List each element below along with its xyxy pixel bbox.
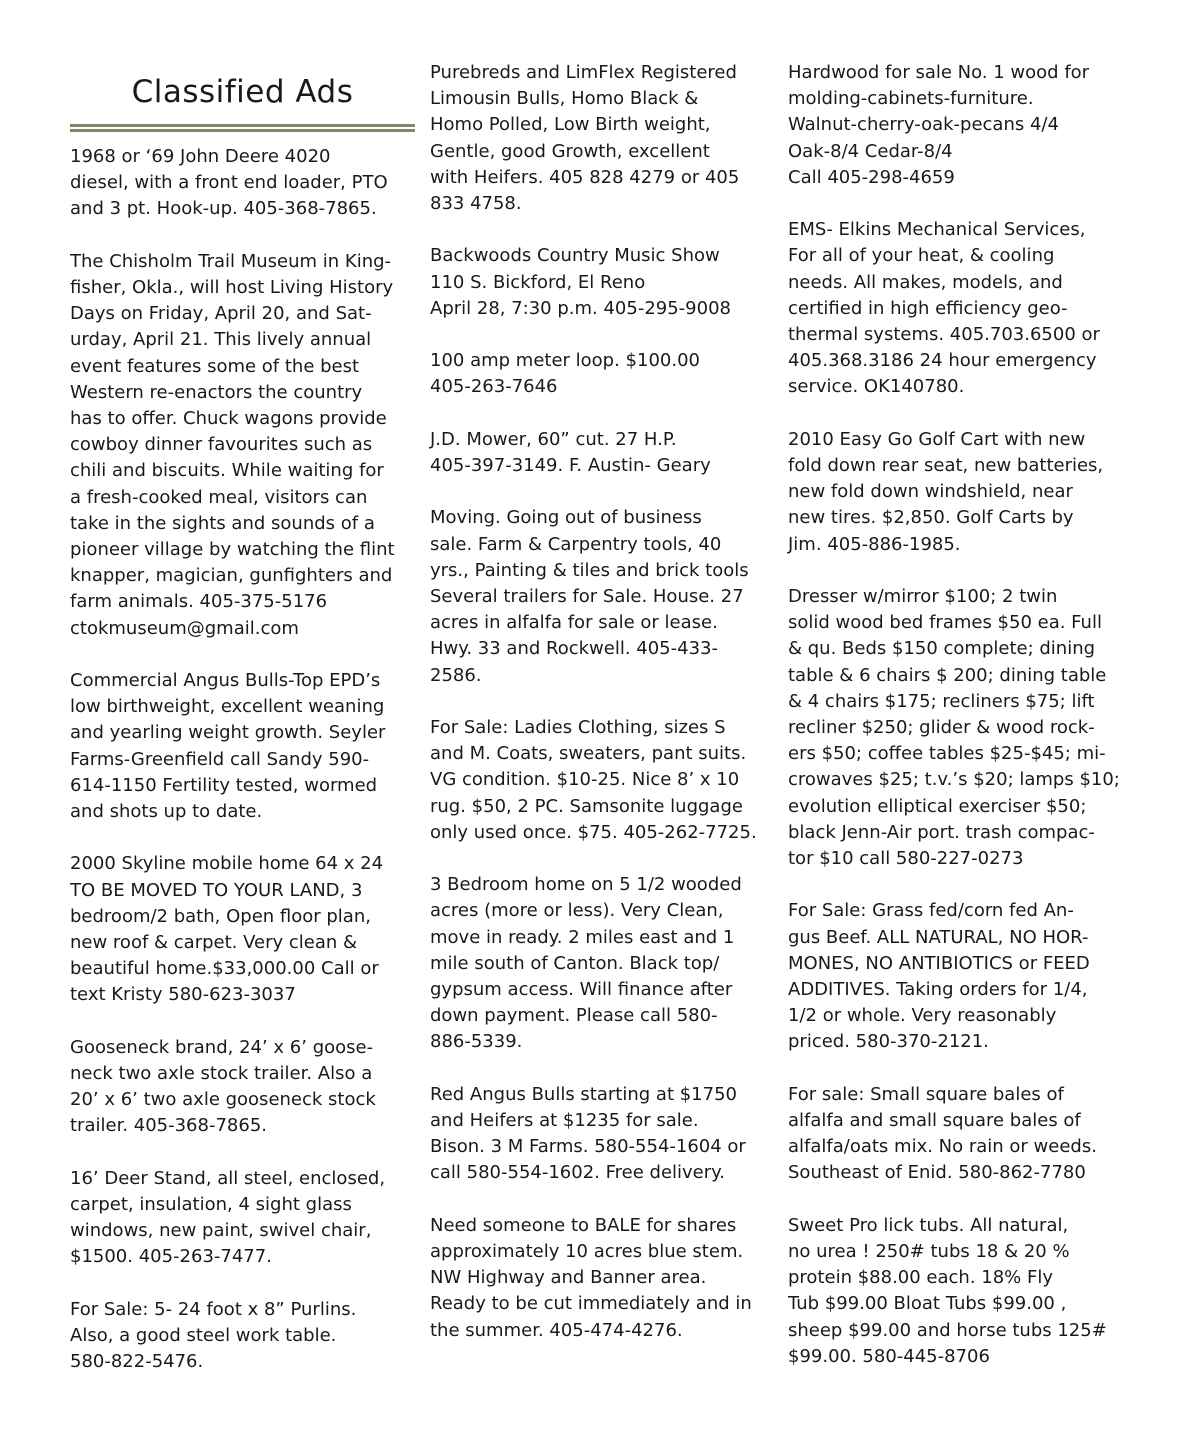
classified-ad: 100 amp meter loop. $100.00 405-263-7646: [430, 350, 700, 398]
title-divider: [70, 124, 415, 127]
classified-ad: Dresser w/mirror $100; 2 twin solid wood bed frames $50 ea. Full & qu. Beds $150 complete; dining table & 6 chairs $ 200; dining table & 4 chairs $175; recliners $75; lift recliner $250; glider & wood rock- ers $50; coffee tables $25-$45; mi- crowaves $25; t.v.’s $20; lamps $10; evolution elliptical exerciser $50; black Jenn-Air port. trash compac- tor $10 call 580-227-0273: [788, 586, 1120, 870]
classified-ad: Gooseneck brand, 24’ x 6’ goose- neck two axle stock trailer. Also a 20’ x 6’ two axle gooseneck stock trailer. 405-368-7865.: [70, 1036, 376, 1137]
classified-ad: Red Angus Bulls starting at $1750 and Heifers at $1235 for sale. Bison. 3 M Farms. 580-554-1604 or call 580-554-1602. Free delivery.: [430, 1083, 746, 1184]
classified-ad: J.D. Mower, 60” cut. 27 H.P. 405-397-3149. F. Austin- Geary: [430, 428, 711, 476]
classified-ad: For sale: Small square bales of alfalfa and small square bales of alfalfa/oats mix. No rain or weeds. Southeast of Enid. 580-862-7780: [788, 1083, 1097, 1184]
classified-ad: Need someone to BALE for shares approximately 10 acres blue stem. NW Highway and Banner area. Ready to be cut immediately and in the summer. 405-474-4276.: [430, 1214, 752, 1341]
page-title: Classified Ads: [131, 74, 354, 110]
classified-ad: Purebreds and LimFlex Registered Limousin Bulls, Homo Black & Homo Polled, Low Birth weight, Gentle, good Growth, excellent with Heifers. 405 828 4279 or 405 833 4758.: [430, 62, 740, 215]
classified-ad: 3 Bedroom home on 5 1/2 wooded acres (more or less). Very Clean, move in ready. 2 miles east and 1 mile south of Canton. Black top/ gypsum access. Will finance after down payment. Please call 580- 886-5339.: [430, 874, 742, 1053]
classified-ad: 1968 or ‘69 John Deere 4020 diesel, with a front end loader, PTO and 3 pt. Hook-up. 405-368-7865.: [70, 146, 388, 220]
classified-ad: 16’ Deer Stand, all steel, enclosed, carpet, insulation, 4 sight glass windows, new paint, swivel chair, $1500. 405-263-7477.: [70, 1167, 386, 1268]
classified-ad: For Sale: Ladies Clothing, sizes S and M. Coats, sweaters, pant suits. VG condition. $10-25. Nice 8’ x 10 rug. $50, 2 PC. Samsonite luggage only used once. $75. 405-262-7725.: [430, 717, 757, 843]
classified-ad: Commercial Angus Bulls-Top EPD’s low birthweight, excellent weaning and yearling weight growth. Seyler Farms-Greenfield call Sandy 590- 614-1150 Fertility tested, wormed and shots up to date.: [70, 670, 386, 823]
classified-ad: Sweet Pro lick tubs. All natural, no urea ! 250# tubs 18 & 20 % protein $88.00 each. 18% Fly Tub $99.00 Bloat Tubs $99.00 , sheep $99.00 and horse tubs 125# $99.00. 580-445-8706: [788, 1214, 1107, 1367]
title-divider-secondary: [70, 129, 415, 132]
column-2: [430, 60, 775, 1370]
classified-ad: Hardwood for sale No. 1 wood for molding-cabinets-furniture. Walnut-cherry-oak-pecans 4/4 Oak-8/4 Cedar-8/4 Call 405-298-4659: [788, 62, 1090, 188]
classified-ad: EMS- Elkins Mechanical Services, For all of your heat, & cooling needs. All makes, models, and certified in high efficiency geo- thermal systems. 405.703.6500 or 405.368.3186 24 hour emergency service. OK140780.: [788, 219, 1100, 398]
classified-ad: For Sale: Grass fed/corn fed An- gus Beef. ALL NATURAL, NO HOR- MONES, NO ANTIBIOTICS or FEED ADDITIVES. Taking orders for 1/4, 1/2 or whole. Very reasonably priced. 580-370-2121.: [788, 900, 1090, 1053]
classified-ad: For Sale: 5- 24 foot x 8” Purlins. Also, a good steel work table. 580-822-5476.: [70, 1298, 357, 1373]
classified-ad: Backwoods Country Music Show 110 S. Bickford, El Reno April 28, 7:30 p.m. 405-295-9008: [430, 245, 731, 319]
column-3: [788, 60, 1133, 1396]
classified-ad: 2010 Easy Go Golf Cart with new fold down rear seat, new batteries, new fold down windshield, near new tires. $2,850. Golf Carts by Jim. 405-886-1985.: [788, 428, 1104, 555]
classified-ad: Moving. Going out of business sale. Farm & Carpentry tools, 40 yrs., Painting & tiles and brick tools Several trailers for Sale. House. 27 acres in alfalfa for sale or lease. Hwy. 33 and Rockwell. 405-433- 2586.: [430, 507, 749, 686]
column-1: [70, 60, 415, 1402]
classified-ad: 2000 Skyline mobile home 64 x 24 TO BE MOVED TO YOUR LAND, 3 bedroom/2 bath, Open floor plan, new roof & carpet. Very clean & beautiful home.$33,000.00 Call or text Kristy 580-623-3037: [70, 853, 384, 1006]
classified-ad: The Chisholm Trail Museum in King- fisher, Okla., will host Living History Days on Friday, April 20, and Sat- urday, April 21. This lively annual event features some of the best Western re-enactors the country has to offer. Chuck wagons provide cowboy dinner favourites such as chili and biscuits. While waiting for a fresh-cooked meal, visitors can take in the sights and sounds of a pioneer village by watching the flint knapper, magician, gunfighters and farm animals. 405-375-5176 ctokmuseum@gmail.com: [70, 250, 395, 639]
